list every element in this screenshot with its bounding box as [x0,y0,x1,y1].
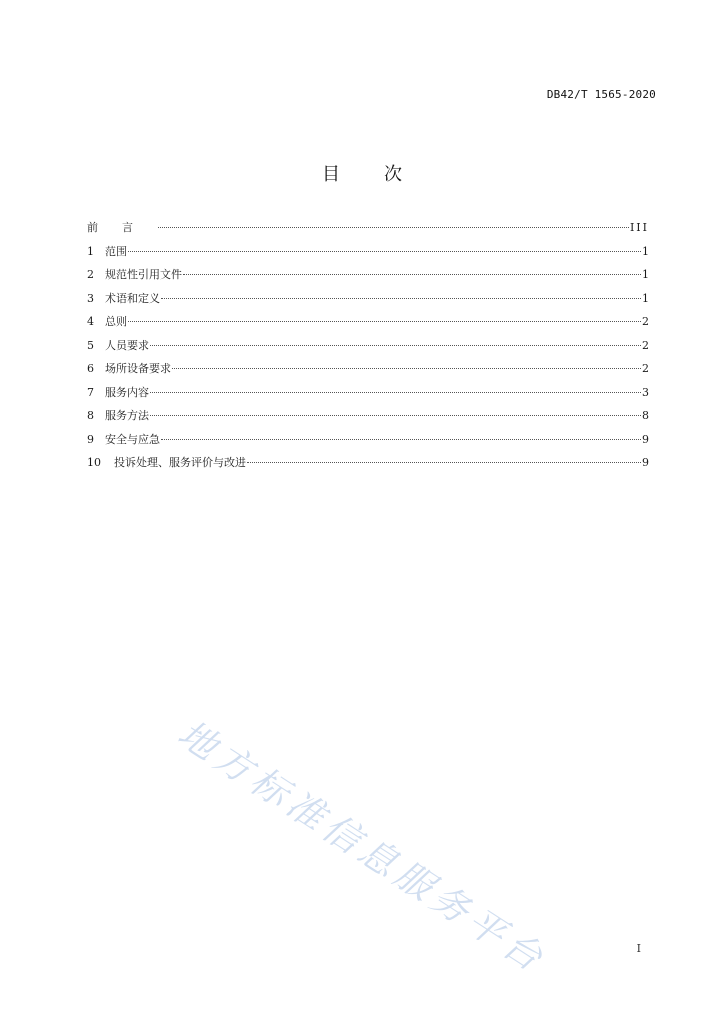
toc-entry-page: 2 [642,315,649,328]
toc-entry-number: 7 [87,385,94,399]
watermark: 地方标准信息服务平台 [170,711,555,983]
toc-entry-page: 1 [642,244,649,258]
toc-entry-text: 投诉处理、服务评价与改进 [114,456,246,469]
toc-entry-text: 服务内容 [105,385,149,399]
toc-entry-number: 1 [87,244,94,258]
toc-title-right: 次 [384,164,402,185]
dot-leader [158,227,629,228]
toc-entry-8[interactable] [87,407,649,431]
toc-entry-page: 3 [642,385,649,399]
toc-entry-page: 1 [642,291,649,305]
standard-code: DB42/T 1565-2020 [546,88,656,101]
dot-leader [150,392,641,393]
toc-entry-number: 10 [87,456,101,469]
toc-entry-text: 前言 [87,221,157,234]
dot-leader [247,462,641,463]
toc-entry-3[interactable] [87,290,649,314]
dot-leader [150,345,641,346]
toc-entry-4[interactable] [87,313,649,337]
toc-entry-preface[interactable] [87,219,649,243]
toc-entry-7[interactable] [87,384,649,408]
dot-leader [128,321,641,322]
toc-entry-text: 术语和定义 [105,291,160,305]
dot-leader [150,415,641,416]
toc-entry-2[interactable] [87,266,649,290]
dot-leader [183,274,641,275]
toc-entry-number: 4 [87,315,94,328]
toc-title-left: 目 [322,164,340,185]
toc-entry-text: 服务方法 [105,409,149,422]
toc-entry-page: 1 [642,268,649,281]
toc-entry-number: 8 [87,409,94,422]
toc-entry-text: 总则 [105,315,127,328]
toc-entry-number: 3 [87,291,94,305]
toc-entry-9[interactable] [87,431,649,455]
toc-entry-number: 9 [87,432,94,446]
toc-entry-6[interactable] [87,360,649,384]
toc-entry-page: 8 [642,409,649,422]
toc-entry-page: 9 [642,432,649,446]
toc-entry-page: 9 [642,456,649,469]
toc-entry-number: 2 [87,268,94,281]
toc-entry-text: 人员要求 [105,338,149,352]
toc-entry-number: 6 [87,362,94,375]
dot-leader [161,439,641,440]
toc-entry-text: 规范性引用文件 [105,268,182,281]
toc-entry-text: 范围 [105,244,127,258]
toc-entry-text: 场所设备要求 [105,362,171,375]
toc-entry-1[interactable] [87,243,649,267]
toc-entry-page: 2 [642,338,649,352]
page-number: I [636,942,641,955]
toc-entry-text: 安全与应急 [105,432,160,446]
dot-leader [172,368,641,369]
toc-entry-10[interactable] [87,454,649,478]
dot-leader [161,298,641,299]
toc-entry-5[interactable] [87,337,649,361]
toc-entry-page: 2 [642,362,649,375]
dot-leader [128,251,641,252]
toc-entry-page: III [629,221,649,234]
table-of-contents [87,219,649,478]
toc-title [0,160,724,186]
toc-entry-number: 5 [87,338,94,352]
